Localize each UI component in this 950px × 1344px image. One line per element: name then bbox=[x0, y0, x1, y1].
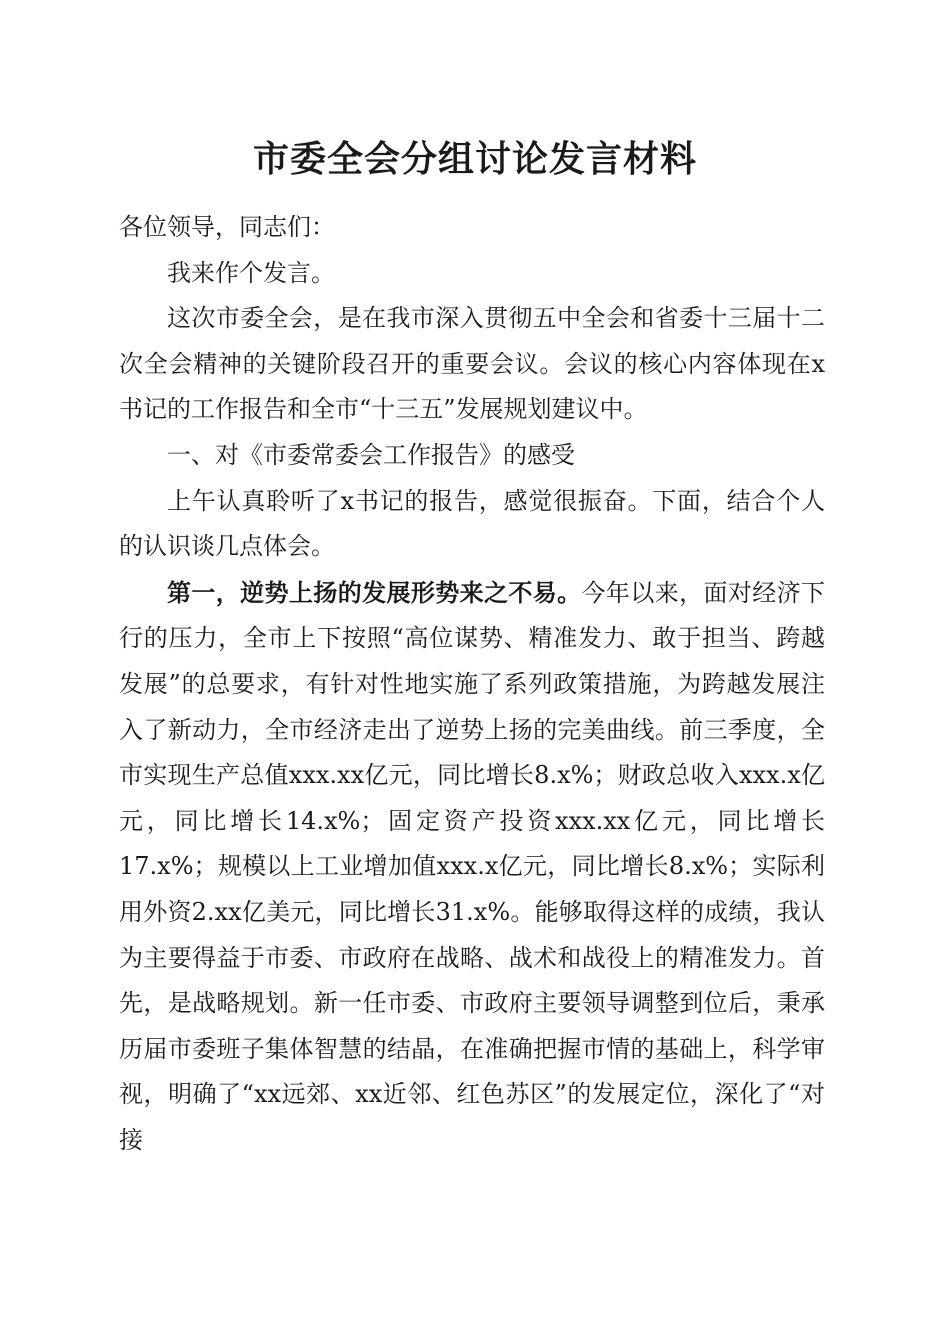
point-one-lead: 第一，逆势上扬的发展形势来之不易。 bbox=[167, 577, 582, 607]
salutation: 各位领导，同志们： bbox=[119, 213, 335, 241]
document-title: 市委全会分组讨论发言材料 bbox=[252, 139, 697, 180]
document-body bbox=[119, 205, 825, 1163]
section-heading: 一、对《市委常委会工作报告》的感受 bbox=[167, 440, 575, 469]
paragraph-impression: 上午认真聆听了x书记的报告，感觉很振奋。下面，结合个人的认识谈几点体会。 bbox=[119, 486, 825, 561]
paragraph-context: 这次市委全会，是在我市深入贯彻五中全会和省委十三届十二次全会精神的关键阶段召开的重要会议。会议的核心内容体现在x书记的工作报告和全市“十三五”发展规划建议中。 bbox=[119, 304, 825, 424]
paragraph-point-one bbox=[119, 570, 825, 1164]
paragraph-opening: 我来作个发言。 bbox=[167, 258, 335, 287]
point-one-body: 今年以来，面对经济下行的压力，全市上下按照“高位谋势、精准发力、敢于担当、跨越发展”的总要求，有针对性地实施了系列政策措施，为跨越发展注入了新动力，全市经济走出了逆势上扬的完美曲线。前三季度，全市实现生产总值xxx.xx亿元，同比增长8.x%；财政总收入xxx.x亿元，同比增长14.x%；固定资产投资xxx.xx亿元，同比增长17.x%；规模以上工业增加值xxx.x亿元，同比增长8.x%；实际利用外资2.xx亿美元，同比增长31.x%。能够取得这样的成绩，我认为主要得益于市委、市政府在战略、战术和战役上的精准发力。首先，是战略规划。新一任市委、市政府主要领导调整到位后，秉承历届市委班子集体智慧的结晶，在准确把握市情的基础上，科学审视，明确了“xx远郊、xx近邻、红色苏区”的发展定位，深化了“对接 bbox=[119, 578, 826, 1154]
